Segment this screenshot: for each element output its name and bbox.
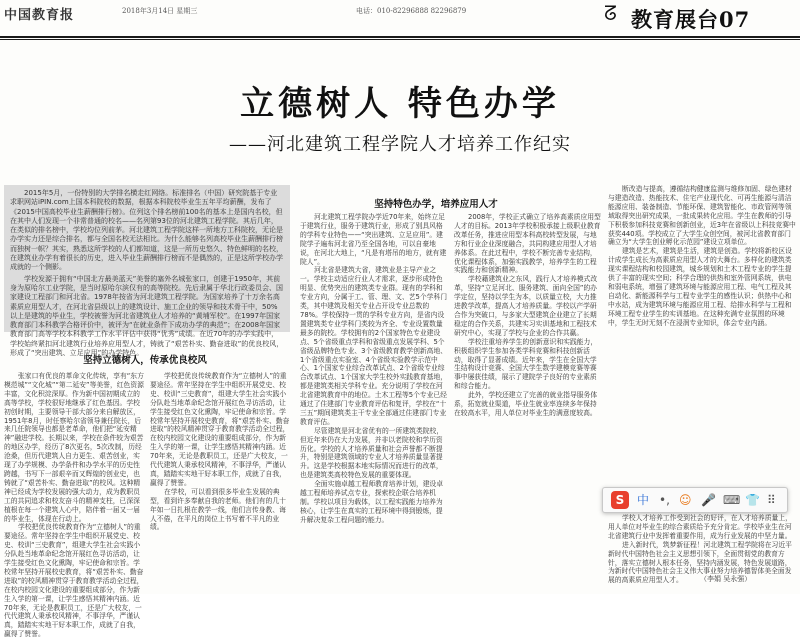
masthead <box>0 0 800 38</box>
language-mode-button[interactable]: 中 <box>637 493 650 507</box>
paragraph: 进入新时代，筑梦新征程！河北建筑工程学院将在习近平新时代中国特色社会主义思想引领下，全面贯彻党的教育方针，落实立德树人根本任务，坚持内涵发展，特色发展道路，为新时代中国特色社会主义伟大事业努力培养德智体美全面发展的高素质应用型人才。 <box>608 540 792 585</box>
microphone-icon[interactable]: 🎤 <box>701 493 716 507</box>
paragraph: 全面实施卓越工程师教育培养计划，建设卓越工程师培养试点专业，探索校企联合培养机制。学校以项目为载体，以工程实践能力培养为核心，让学生在真实的工程环境中得到锻炼，提升解决复杂工程问题的能力。 <box>300 480 444 524</box>
subheadline: ——河北建筑工程学院人才培养工作纪实 <box>229 134 571 155</box>
article-column <box>608 185 796 485</box>
keyboard-icon[interactable]: ⌨ <box>723 493 741 507</box>
input-method-toolbar[interactable] <box>602 487 788 513</box>
article-column <box>454 213 602 588</box>
masthead-rule-thin <box>0 39 800 40</box>
paragraph: 尽管建筑是河北省优有的一所建筑类院校，但近年来仍在大力发展，并非以老院校和学历资历化。学校的人才培养质量和社会声誉都不断提升，特别是建筑领域的专业人才培养质量显著提升。这是学校根据本地实际情况而进行的改革，也是建筑类高校特色发展的重要体现。 <box>300 426 444 480</box>
swirl-icon: ᘔ <box>604 1 617 25</box>
section-title: 坚持特色办学，培养应用人才 <box>374 199 498 210</box>
byline: （李娟 吴永强） <box>700 575 752 583</box>
headline: 立德树人 特色办学 <box>240 84 560 124</box>
paragraph: 在学校，可以看到很多毕业生发展的典型，看到许多奉献自我的老师。他们有的几十年如一日扎根在教学一线，他们言传身教、诲人不倦，在平凡的岗位上书写着不平凡的业绩。 <box>150 487 286 532</box>
contact-phone: 电话：010-82296888 82296879 <box>356 7 467 15</box>
paragraph: 此外，学校还建立了完善的就业指导服务体系，拓宽就业渠道，毕业生就业率连续多年保持在较高水平，用人单位对毕业生的满意度较高。 <box>454 391 598 417</box>
paragraph: 学校把优良传统教育作为“立德树人”的重要途径。常年坚持在学生中组织开展党史、校史、校训“三史教育”，组建大学生社会实践小分队赴当地革命纪念馆开展红色寻访活动，让学生接受红色文化熏陶，牢记使命和宗旨。学校常年坚持开展校史教育，将“艰苦朴实、勤奋进取”的校风精神贯穿于教育教学活动全过程，在校内校园文化建设的重要组成部分，作为新生入学的第一课，让学生感悟其精神内涵。近70年来，无论是教职员工，还是广大校友，一代代建筑人秉承校风精神，不事浮华，严谨认真，踏踏实实地干好本职工作，成就了自我，赢得了赞誉。 <box>4 523 144 639</box>
paper-name: 中国教育报 <box>4 8 75 23</box>
article-column <box>300 213 448 588</box>
paragraph: 建筑是艺术，建筑是生活，建筑是创造。学校将新校区设计成学生成长为高素质应用型人才的大舞台。多样化的建筑类现实课程结构和校园建筑，城乡规划和土木工程专业的学生提供了丰富的现实空间；科学合理的供热和室外管网系统，供电和弱电系统，增强了建筑环境与能源应用工程、电气工程及其自动化、新能源科学与工程专业学生的感性认识；供热中心和中水站，成为建筑环境与能源应用工程、给排水科学与工程和环境工程专业学生的实训基地。在这种充满专业氛围的环境中，学生无时无刻不在浸润专业知识，体会专业内涵。 <box>608 247 792 327</box>
paragraph: 张家口有优良的革命文化传统，享有“东方模范城”“文化城”“第二延安”等美誉，红色资源丰富，文化积淀深厚。作为新中国初期成立的高等学校，学校很好地继承了红色基因。学校初创时期，主要领导干部大部分来自解放区，1951年8月，时任察哈尔省领导兼任院长，后来几任院领导也都是老革命，他们把“延安精神”融进学校。长期以来，学校在条件较为艰苦的地区办学，经历了8次更名，5次改制，历经沧桑，但历代建筑人自力更生、艰苦创业，实现了办学规模、办学条件和办学水平的历史性跨越，书写下一部艰辛而又辉煌的创业史，也铸就了“艰苦朴实、勤奋进取”的校风。这种精神已经成为学校发展的强大动力，成为教职员工的共同追求和校友奋斗的精神支柱，已深深植根在每一个建筑人心中，陪伴着一届又一届的毕业生，体现在行动上。 <box>4 372 144 523</box>
article-column <box>150 372 290 588</box>
intro-paragraph: 2015年5月，一份特别的大学排名横走红网络。标准排名（中国）研究院基于专业求职网站iPIN.com上国本科院校的数据，根据本科院校毕业生五年平均薪酬，发布了《2015中国高校毕业生薪酬排行榜》。位列这个排名榜前100名的基本上是国内名校，但在其中人们发现一个非常普通的校名——名列第93位的河北建筑工程学院。其后几年，在类似的排名榜中，学校均位列前茅。河北建筑工程学院这样一所地方工科院校，无论是办学实力还是综合排名，都与全国名校无法相比。为什么能够名列高校毕业生薪酬排行榜而独树一帜？其实，熟悉这所学校的人们都知道，这是一所历史悠久、特色鲜明的名校，在建筑业办学有着很长的历史，进入毕业生薪酬排行榜而不是偶然的，正是这所学校办学成就的一个侧影。 <box>10 189 283 272</box>
paragraph: 学校藉建筑业之东风，践行人才培养模式改革，坚持“立足河北、服务建筑、面向全国”的办学定位，坚持以学生为本，以质量立校，大力推进教学改革，提高人才培养质量。学校以产学研合作为突破口，与多家大型建筑企业建立了长期稳定的合作关系，共建实习实训基地和工程技术研究中心，实现了学校与企业的合作共赢。 <box>454 275 598 337</box>
sogou-logo-icon[interactable]: S <box>611 491 629 509</box>
paragraph: 河北建筑工程学院办学近70年来，始终立足于建筑行业，服务于建筑行业，形成了别具风格的学科专业特色——“突出建筑、立足应用”。建院学子遍布河北省乃至全国各地，可以自豪地说，在河北大地上，“凡是有塔吊的地方，就有建院人”。 <box>300 213 447 266</box>
section-title: 坚持立德树人，传承优良校风 <box>83 355 207 366</box>
paragraph: 河北省是建筑大省，建筑业是主导产业之一。学校主动适应行业人才需求，逐步形成特色明显、优势突出的建筑类专业群。现有的学科和专业方向，分属于工、管、理、文、艺5个学科门类，其中建筑及相关专业占开设专业总数的78%。学校保持一贯的学科专业方向，是省内设置建筑类专业学科门类较为齐全、专业设置数量最多的院校。学校拥有的2个国家特色专业建设点、5个省级重点学科和省级重点发展学科、5个省级品牌特色专业、3个省级教育教学创新高地、1个省级重点实验室、4个省级实验教学示范中心、1个国家专业综合改革试点、2个省级专业综合改革试点、1个国家大学生校外实践教育基地，都是建筑类相关学科专业。充分说明了学校在河北省建筑教育中的地位。土木工程等5个专业已经通过了住建部门专业教育评估和复评，学校在“十三五”期间建筑类主干专业全部通过住建部门专业教育评估。 <box>300 266 448 426</box>
toolbox-icon[interactable]: ⠿ <box>767 493 776 507</box>
paragraph: 2008年，学校正式确立了培养高素质应用型人才的目标。2013年学校积极承接上级职业教育改革任务，推进应用型本科高校转型发展，与地方和行业企业深度融合，共同构建应用型人才培养体系。在此过程中，学校不断完善专业结构，优化课程体系，加强实践教学，培养学生的工程实践能力和创新精神。 <box>454 213 601 275</box>
paragraph: 学校人才培养工作受到社会的好评，在人才培养质量上，用人单位对毕业生的综合素质给予充分肯定。学校毕业生在河北省建筑行业中发挥着重要作用，成为行业发展的中坚力量。 <box>608 514 792 540</box>
issue-date: 2018年3月14日 星期三 <box>122 7 198 15</box>
section-name: 教育展台07 <box>631 7 751 32</box>
article-column <box>4 372 144 639</box>
intro-paragraph: 学校发源于拥有“中国北方最美蓝天”美誉的塞外名城张家口，创建于1950年，其前身为原哈尔工业学院，是当时原哈尔滨仅有的高等院校。先后隶属于华北行政委员会、国家建设工程部门和河北省。1978年按省为河北建筑工程学院。为国家培养了十万余名高素质应用型人才，在河北省县级以上的建筑设计、施工企业的领导和技术骨干中，50%以上是建筑的毕业生，学校被誉为河北省建筑业人才培养的“黄埔军校”。在1997年国家教育部门本科教学合格评价中，被评为“在就业条件下成功办学的典范”；在2008年国家教育部门高等学校本科教学工作水平评估中获得“优秀”成绩。在近70年的办学实践中，学校始终紧扣河北建筑行业培养应用型人才，铸就了“艰苦朴实、勤奋进取”的优良校风，形成了“突出建筑、立足应用”的办学特色。 <box>10 274 284 358</box>
paragraph: 学校注重培养学生的创新意识和实践能力，积极组织学生参加各类学科竞赛和科技创新活动，取得了显著成绩。近年来，学生在全国大学生结构设计竞赛、全国大学生数学建模竞赛等赛事中屡获佳绩，展示了建院学子良好的专业素质和综合能力。 <box>454 337 598 391</box>
punctuation-icon[interactable]: •, <box>659 493 670 507</box>
paragraph: 学校把优良传统教育作为“立德树人”的重要途径。常年坚持在学生中组织开展党史、校史、校训“三史教育”，组建大学生社会实践小分队赴当地革命纪念馆开展红色寻访活动，让学生接受红色文化熏陶，牢记使命和宗旨。学校常年坚持开展校史教育，将“艰苦朴实、勤奋进取”的校风精神贯穿于教育教学活动全过程，在校内校园文化建设的重要组成部分，作为新生入学的第一课，让学生感悟其精神内涵。近70年来，无论是教职员工，还是广大校友，一代代建筑人秉承校风精神，不事浮华，严谨认真，踏踏实实地干好本职工作，成就了自我，赢得了赞誉。 <box>150 372 290 487</box>
intro-box <box>4 185 290 358</box>
emoji-icon[interactable]: ☺ <box>679 493 692 507</box>
skin-icon[interactable]: 👕 <box>745 493 760 507</box>
paragraph: 断改造与提高，遵循结构健康监测与维修加固、绿色建材与建造改造、热能技术、住宅产业现代化、可再生能源与清洁能源应用、装备制造、节能环保、建筑智能化、市政管网等领域取得突出研究成果，一批成果转化应用。学生在教师的引导下积极参加科技竞赛和创新创业，近3年在省级以上科技竞赛中获奖440项。学校成立了大学生众创空间，被河北省教育部门确立为“大学生创业孵化示范园”建设立项单位。 <box>608 185 796 247</box>
masthead-rule <box>0 36 800 38</box>
